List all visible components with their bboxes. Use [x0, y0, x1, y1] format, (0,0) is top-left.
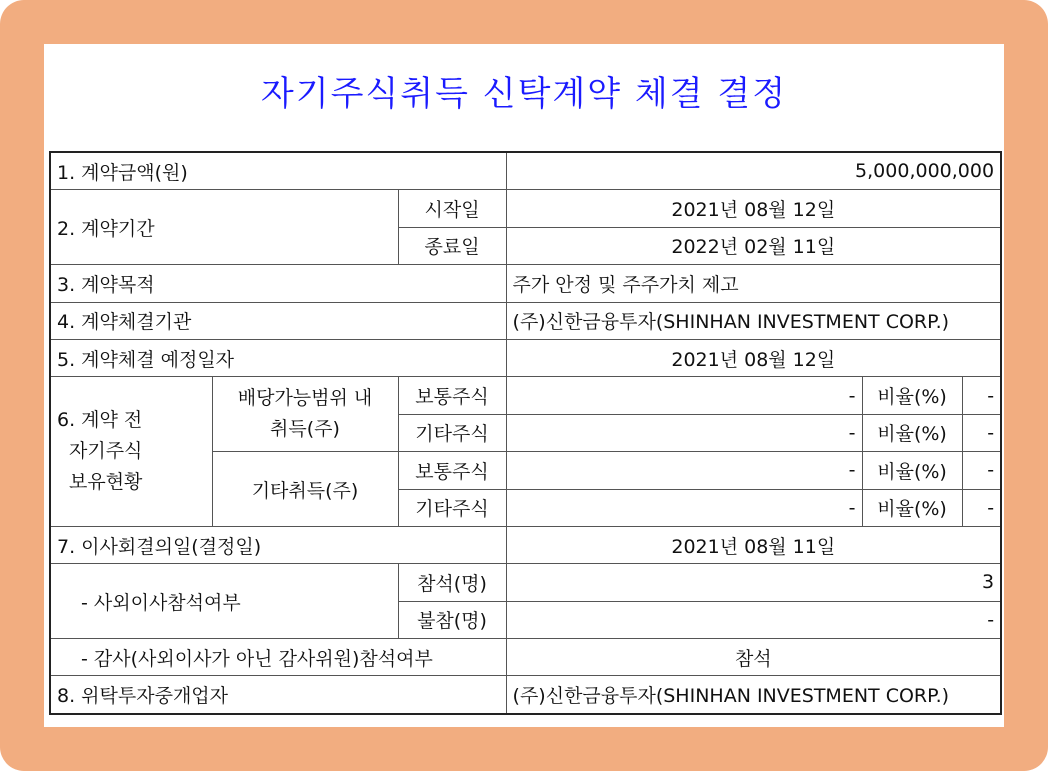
label-absent: 불참(명)	[398, 601, 506, 638]
disclosure-table	[49, 151, 1002, 715]
disclosure-sheet	[44, 44, 1004, 727]
label-board-resolution: 7. 이사회결의일(결정일)	[50, 526, 506, 563]
value-ratio: -	[962, 452, 1001, 489]
label-share-type: 기타주식	[398, 414, 506, 451]
row-outside-directors-present	[50, 564, 1001, 601]
value-ratio: -	[962, 377, 1001, 414]
label-broker: 8. 위탁투자중개업자	[50, 676, 506, 714]
value-present: 3	[506, 564, 1001, 601]
label-holdings-line2: 자기주식	[69, 440, 143, 463]
row-board-resolution	[50, 526, 1001, 563]
label-start-date: 시작일	[398, 190, 506, 227]
label-auditor-attendance: - 감사(사외이사가 아닌 감사위원)참석여부	[50, 639, 506, 676]
row-contract-period-start	[50, 190, 1001, 227]
value-start-date: 2021년 08월 12일	[506, 190, 1001, 227]
value-shares: -	[506, 414, 862, 451]
page-title: 자기주식취득 신탁계약 체결 결정	[260, 74, 788, 114]
row-contract-purpose	[50, 265, 1001, 302]
row-contract-institution	[50, 302, 1001, 339]
value-scheduled-date: 2021년 08월 12일	[506, 339, 1001, 376]
value-end-date: 2022년 02월 11일	[506, 227, 1001, 264]
label-present: 참석(명)	[398, 564, 506, 601]
label-ratio: 비율(%)	[862, 414, 962, 451]
label-holdings-line1: 6. 계약 전	[57, 409, 143, 432]
label-scheduled-date: 5. 계약체결 예정일자	[50, 339, 506, 376]
label-holdings-line3: 보유현황	[69, 471, 143, 494]
row-holdings-g1-common	[50, 377, 1001, 414]
label-outside-directors: - 사외이사참석여부	[50, 564, 398, 639]
value-shares: -	[506, 452, 862, 489]
label-ratio: 비율(%)	[862, 489, 962, 526]
label-contract-institution: 4. 계약체결기관	[50, 302, 506, 339]
value-contract-purpose: 주가 안정 및 주주가치 제고	[506, 265, 1001, 302]
label-holdings-group1-line1: 배당가능범위 내	[237, 387, 373, 410]
label-share-type: 기타주식	[398, 489, 506, 526]
label-holdings	[50, 377, 212, 527]
label-end-date: 종료일	[398, 227, 506, 264]
row-auditor-attendance	[50, 639, 1001, 676]
value-ratio: -	[962, 489, 1001, 526]
value-contract-institution: (주)신한금융투자(SHINHAN INVESTMENT CORP.)	[506, 302, 1001, 339]
label-holdings-group1-line2: 취득(주)	[270, 418, 340, 441]
row-scheduled-date	[50, 339, 1001, 376]
row-broker	[50, 676, 1001, 714]
row-contract-amount	[50, 152, 1001, 190]
label-contract-amount: 1. 계약금액(원)	[50, 152, 506, 190]
value-shares: -	[506, 377, 862, 414]
label-ratio: 비율(%)	[862, 377, 962, 414]
label-ratio: 비율(%)	[862, 452, 962, 489]
label-holdings-group1	[212, 377, 398, 452]
value-contract-amount: 5,000,000,000	[506, 152, 1001, 190]
value-auditor-attendance: 참석	[506, 639, 1001, 676]
label-contract-period: 2. 계약기간	[50, 190, 398, 265]
label-share-type: 보통주식	[398, 377, 506, 414]
value-board-resolution: 2021년 08월 11일	[506, 526, 1001, 563]
label-holdings-group2: 기타취득(주)	[212, 452, 398, 527]
label-contract-purpose: 3. 계약목적	[50, 265, 506, 302]
value-broker: (주)신한금융투자(SHINHAN INVESTMENT CORP.)	[506, 676, 1001, 714]
value-absent: -	[506, 601, 1001, 638]
label-share-type: 보통주식	[398, 452, 506, 489]
value-ratio: -	[962, 414, 1001, 451]
value-shares: -	[506, 489, 862, 526]
